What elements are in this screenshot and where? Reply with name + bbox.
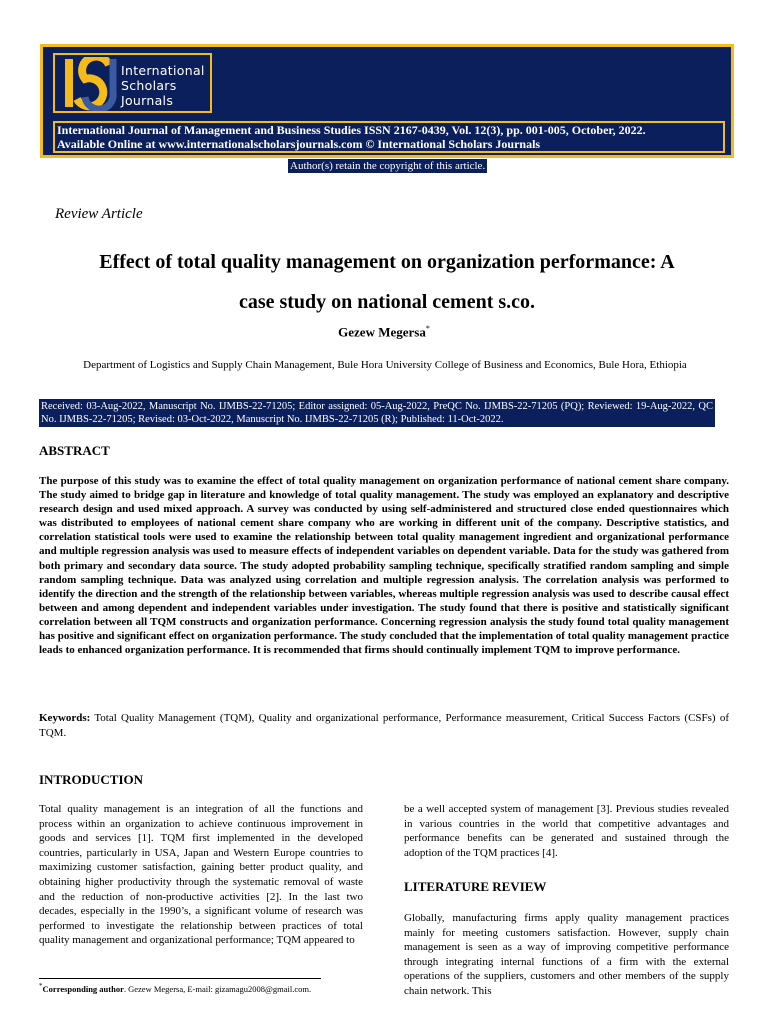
- journal-header-band: [40, 44, 734, 158]
- logo-line-3: Journals: [121, 93, 174, 108]
- introduction-right-column: be a well accepted system of management [3]. Previous studies revealed in various countries in the world that competitive advantages and performance benefits can be generated and sustained through the adoption of the TQM practices [4].: [404, 803, 729, 859]
- copyright-notice: Author(s) retain the copyright of this article.: [290, 160, 486, 172]
- introduction-heading: INTRODUCTION: [39, 772, 144, 787]
- journal-availability: Available Online at www.internationalscholarsjournals.com © International Scholars Journals: [57, 136, 541, 151]
- manuscript-dates: Received: 03-Aug-2022, Manuscript No. IJMBS-22-71205; Editor assigned: 05-Aug-2022, PreQC No. IJMBS-22-71205 (PQ); Reviewed: 19-Aug-2022, QC No. IJMBS-22-71205; Revised: 03-Oct-2022, Manuscript No. IJMBS-22-71205 (R); Published: 11-Oct-2022.: [41, 401, 713, 425]
- journal-citation: International Journal of Management and Business Studies ISSN 2167-0439, Vol. 12(3), pp. 001-005, October, 2022.: [57, 123, 646, 137]
- footnote-mark: *: [39, 982, 43, 990]
- literature-review-body: Globally, manufacturing firms apply quality management practices mainly for meeting customers satisfaction. However, supply chain management is seen as a way of improving competitive performance through integrating internal functions of a firm with the external operations of the suppliers, customers and other members of the supply chain network. This: [404, 912, 729, 997]
- logo-line-1: International: [121, 63, 205, 78]
- author-mark: *: [425, 324, 430, 333]
- footnote-divider: [39, 978, 321, 979]
- corresponding-author-footnote: [39, 982, 311, 994]
- keywords-label: Keywords:: [39, 712, 91, 724]
- title-line-2: case study on national cement s.co.: [238, 291, 536, 313]
- abstract-heading: ABSTRACT: [39, 443, 110, 458]
- logo-line-2: Scholars: [121, 78, 177, 93]
- author-name: [0, 324, 768, 340]
- footnote-text: . Gezew Megersa, E-mail: gizamagu2008@gmail.com.: [123, 983, 312, 994]
- journal-citation-box: [53, 121, 725, 153]
- logo-wordmark: [121, 63, 205, 108]
- journal-logo[interactable]: [53, 53, 212, 113]
- introduction-left-column: Total quality management is an integration of all the functions and process within an organization to achieve continuous improvement in goods and services [1]. TQM first implemented in the developed countries, particularly in USA, Japan and Western Europe countries to maximizing customer satisfaction, gaining better product quality, and obtaining higher productivity through the systematic removal of waste and the reduction of non-productive activities [2]. In the last two decades, especially in the 1990’s, a significant volume of research was performed to investigate the relationship between practices of total quality management and organizational performance; TQM appeared to: [39, 803, 363, 947]
- article-title: [40, 242, 734, 322]
- keywords: [39, 711, 729, 741]
- footnote-label: Corresponding author: [42, 983, 124, 994]
- literature-review-heading: LITERATURE REVIEW: [404, 879, 547, 894]
- isj-logo-icon: [63, 57, 119, 111]
- title-line-1: Effect of total quality management on organization performance: A: [99, 251, 675, 273]
- keywords-list: Total Quality Management (TQM), Quality and organizational performance, Performance measurement, Critical Success Factors (CSFs) of TQM.: [39, 712, 729, 739]
- author-name-text: Gezew Megersa: [338, 324, 426, 340]
- article-type: Review Article: [55, 206, 143, 222]
- author-affiliation: Department of Logistics and Supply Chain Management, Bule Hora University College of Business and Economics, Bule Hora, Ethiopia: [83, 359, 687, 371]
- abstract-body: The purpose of this study was to examine the effect of total quality management on organization performance of national cement share company. The study aimed to bridge gap in literature and knowledge of total quality management. The study was employed an explanatory and descriptive research design and used mixed approach. A survey was conducted by using self-administered and structured close ended questionnaires which was distributed to employees of national cement share company who are working in different unit of the company. Descriptive statistics, and correlation statistical tools were used to examine the relationship between total quality management ingredient and organizational performance and multiple regression analysis was used to measure effects of independent variables on dependent variable. Data for the study was gathered from both primary and secondary data source. The study adopted probability sampling technique, specifically stratified random sampling and simple random sampling technique. Data was analyzed using correlation and multiple regression analysis. The correlation analysis was performed to identify the direction and the strength of the relationship between variables, whereas multiple regression analysis was used to describe causal effect between and among dependent and independent variables under investigation. The study found that there is positive and statistically significant correlation between all TQM constructs and organization performance. Concerning regression analysis the study found total quality management has positive and significant effect on organization performance. The study concluded that the implementation of total quality management practice leads to enhanced organization performance. It is recommended that firms should continually implement TQM to improve performance.: [39, 475, 729, 657]
